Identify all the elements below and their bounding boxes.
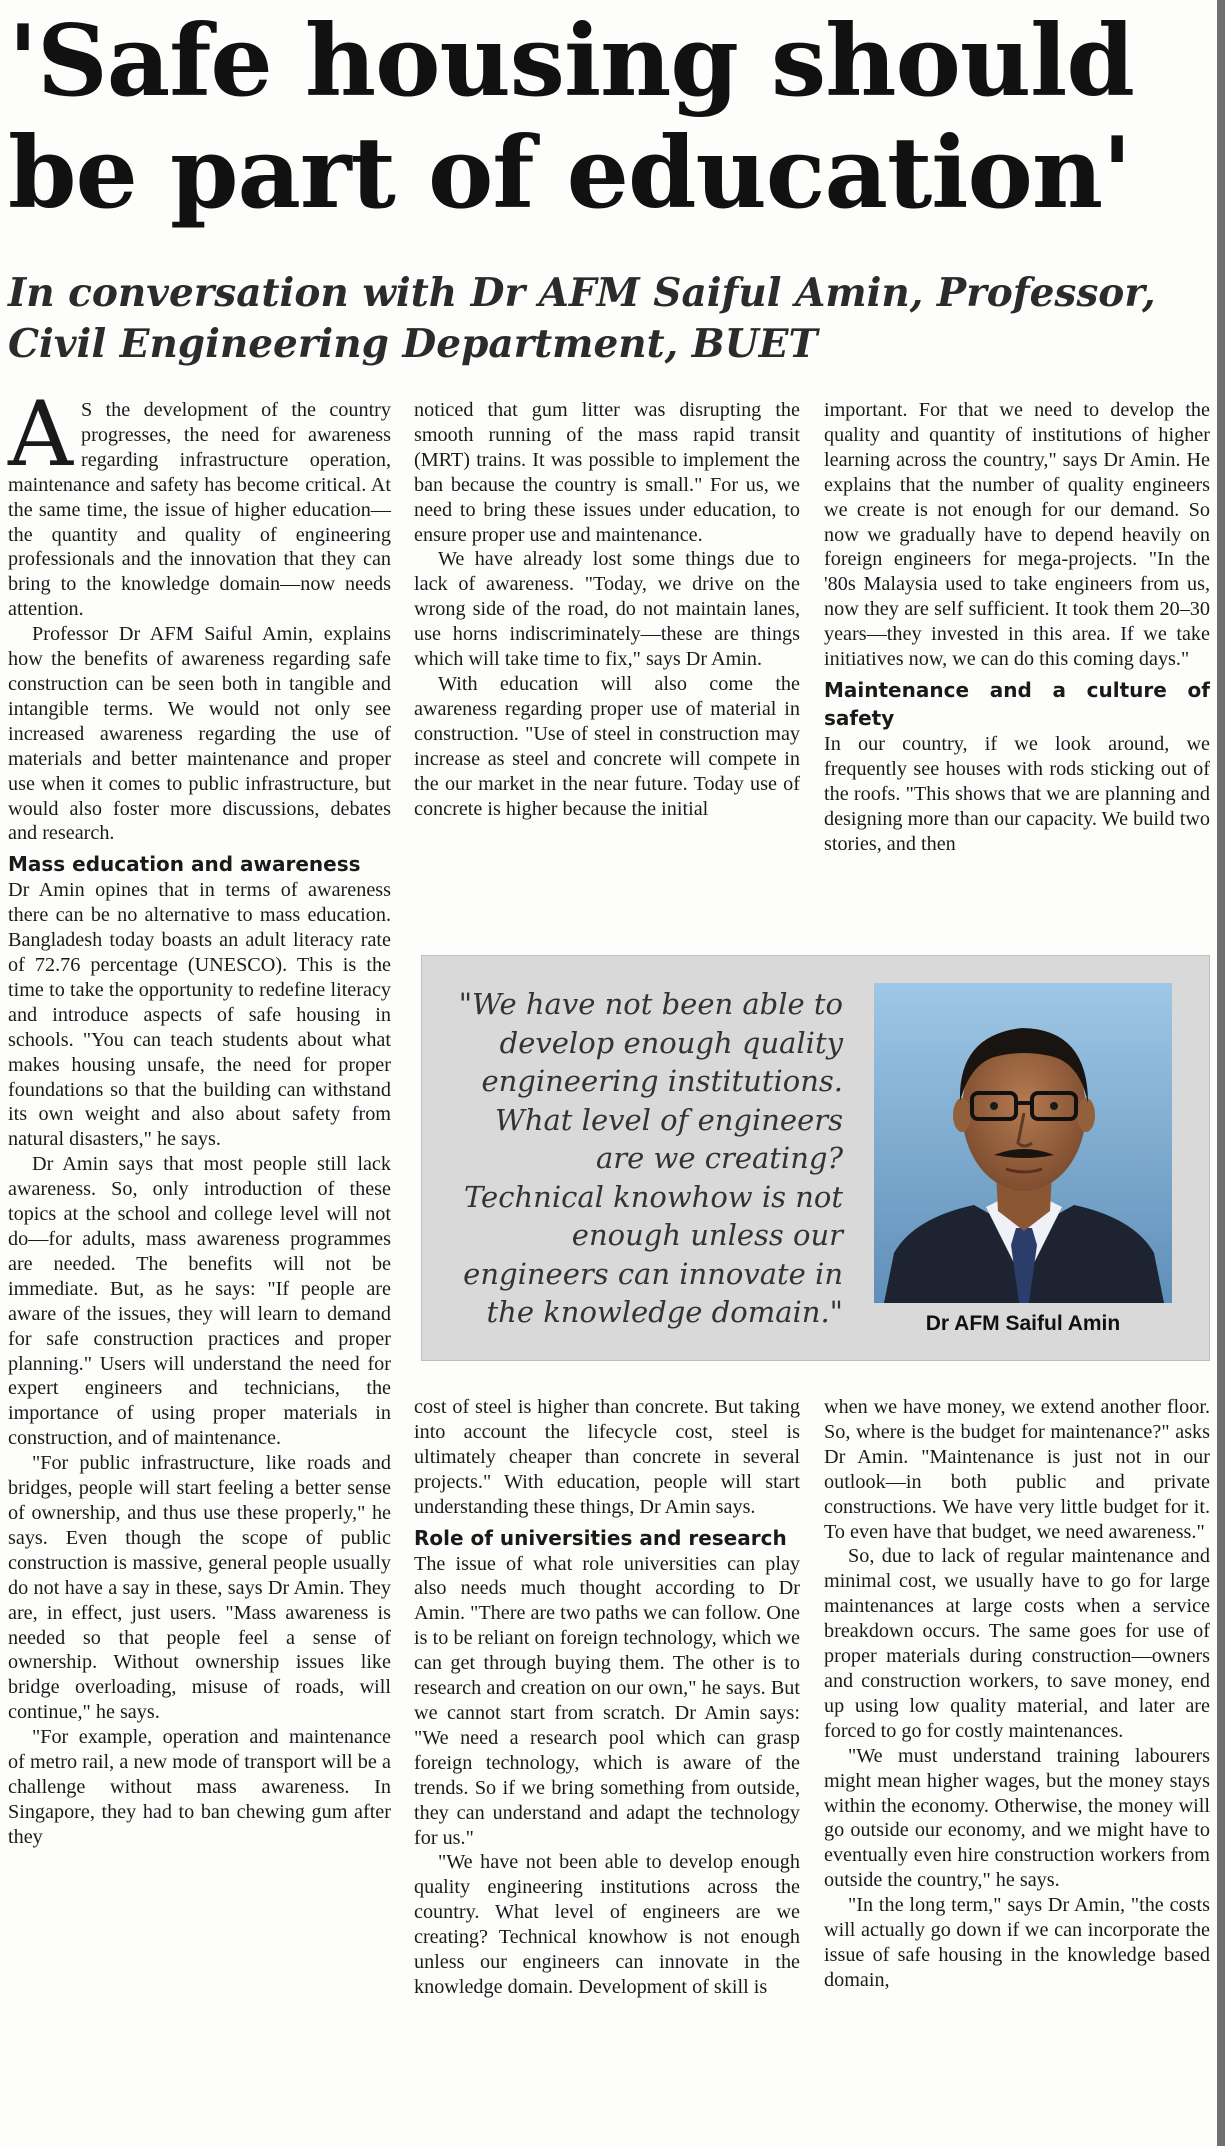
paragraph: cost of steel is higher than concrete. But taking into account the lifecycle cost, steel is ultimately cheaper than concrete in several projects." With education, people will start understanding these things, Dr Amin says. [414, 1396, 800, 1518]
paragraph: We have already lost some things due to lack of awareness. "Today, we drive on the wrong side of the road, do not maintain lanes, use horns indiscriminately—these are things which will take time to fix," says Dr Amin. [414, 548, 800, 671]
paragraph: important. For that we need to develop the quality and quantity of institutions of higher learning across the country," says Dr Amin. He explains that the number of quality engineers we create is not enough for our demand. So now we gradually have to depend heavily on foreign engineers for mega-projects. "In the '80s Malaysia used to take engineers from us, now they are self sufficient. It took them 20–30 years—they invested in this area. If we take initiatives now, we can do this coming days." [824, 399, 1210, 671]
drop-cap: A [8, 382, 73, 487]
deck-subtitle: In conversation with Dr AFM Saiful Amin, Professor, Civil Engineering Department, BUET [8, 270, 1156, 367]
paragraph: "We have not been able to develop enough quality engineering institutions across the country. What level of engineers are we creating? Technical knowhow is not enough unless our engineers can innovate in the knowledge domain. Development of skill is [414, 1851, 800, 1998]
paragraph: "We must understand training labourers might mean higher wages, but the money stays within the economy. Otherwise, the money will go outside our economy, and we might have to eventually even hire construction workers from outside the country," he says. [824, 1744, 1210, 1892]
headline: 'Safe housing should be part of education' [8, 4, 1134, 231]
article-column-1 [8, 382, 391, 1850]
paragraph: noticed that gum litter was disrupting the smooth running of the mass rapid transit (MRT) trains. It was possible to implement the ban because the country is small." For us, we need to bring these issues under education, to ensure proper use and maintenance. [414, 399, 800, 546]
article-column-3-top [824, 398, 1210, 857]
paragraph: "For public infrastructure, like roads and bridges, people will start feeling a better sense of ownership, and thus use these properly," he says. Even though the scope of public construction is massive, general people usually do not have a say in these, says Dr Amin. They are, in effect, just users. "Mass awareness is needed so that people feel a sense of ownership. Without ownership issues like bridge overloading, misuse of roads, will continue," he says. [8, 1452, 391, 1724]
article-column-2-top [414, 398, 800, 821]
section-heading: Maintenance and a culture of safety [824, 677, 1210, 730]
paragraph: In our country, if we look around, we frequently see houses with rods sticking out of the roofs. "This shows that we are planning and designing more than our capacity. We build two stories, and then [824, 732, 1210, 855]
section-heading: Role of universities and research [414, 1525, 787, 1550]
paragraph: A S the development of the country progresses, the need for awareness regarding infrastructure operation, maintenance and safety has become critical. At the same time, the issue of higher education—the quantity and quality of engineering professionals and the innovation that they can bring to the knowledge domain—now needs attention. [8, 382, 391, 621]
article-column-3-bottom [824, 1395, 1210, 1993]
paragraph: With education will also come the awareness regarding proper use of material in construction. "Use of steel in construction may increase as steel and concrete will compete in the our market in the near future. Today use of concrete is higher because the initial [414, 672, 800, 820]
page-edge [1217, 0, 1225, 2146]
paragraph: Dr Amin opines that in terms of awareness there can be no alternative to mass education. Bangladesh today boasts an adult literacy rate of 72.76 percentage (UNESCO). This is the time to take the opportunity to redefine literacy and introduce aspects of safe housing in schools. "You can teach students about what makes housing unsafe, the need for proper foundations so that the building can withstand its own weight and also about safety from natural disasters," he says. [8, 879, 391, 1151]
pull-quote: "We have not been able to develop enough quality engineering institutions. What level of engineers are we creating? Technical knowhow is not enough unless our engineers can innovate in the knowledge domain." [458, 987, 843, 1329]
paragraph: Professor Dr AFM Saiful Amin, explains how the benefits of awareness regarding safe construction can be seen both in tangible and intangible terms. We would not only see increased awareness regarding the use of materials and better maintenance and proper use when it comes to public infrastructure, but would also foster more discussions, debates and research. [8, 623, 391, 845]
photo-caption: Dr AFM Saiful Amin [925, 1312, 1121, 1335]
article-column-2-bottom [414, 1395, 800, 2000]
paragraph: "In the long term," says Dr Amin, "the costs will actually go down if we can incorporate the issue of safe housing in the knowledge based domain, [824, 1894, 1210, 1991]
paragraph: Dr Amin says that most people still lack awareness. So, only introduction of these topics at the school and college level will not do—for adults, mass awareness programmes are needed. The benefits will not be immediate. But, as he says: "If people are aware of the issues, they will learn to demand for safe construction practices and proper planning." Users will understand the need for expert engineers and technicians, the importance of using proper materials in construction, and of maintenance. [8, 1153, 391, 1450]
paragraph: The issue of what role universities can play also needs much thought according to Dr Amin. "There are two paths we can follow. One is to be reliant on foreign technology, which we can get through buying them. The other is to research and creation on our own," he says. But we cannot start from scratch. Dr Amin says: "We need a research pool which can grasp foreign technology, which is aware of the trends. So if we bring something from outside, they can understand and adapt the technology for us." [414, 1552, 800, 1849]
section-heading: Mass education and awareness [8, 852, 361, 877]
paragraph: So, due to lack of regular maintenance and minimal cost, we usually have to go for large maintenances at large costs when a service breakdown occurs. The same goes for use of proper materials during construction—owners and construction workers, to save money, end up using low quality material, and later are forced to go for costly maintenances. [824, 1545, 1210, 1742]
paragraph: "For example, operation and maintenance of metro rail, a new mode of transport will be a challenge without mass awareness. In Singapore, they had to ban chewing gum after they [8, 1726, 391, 1848]
paragraph: when we have money, we extend another floor. So, where is the budget for maintenance?" asks Dr Amin. "Maintenance is just not in our outlook—in both public and private constructions. We have very little budget for it. To even have that budget, we need awareness." [824, 1396, 1210, 1543]
portrait-photo [874, 983, 1172, 1303]
